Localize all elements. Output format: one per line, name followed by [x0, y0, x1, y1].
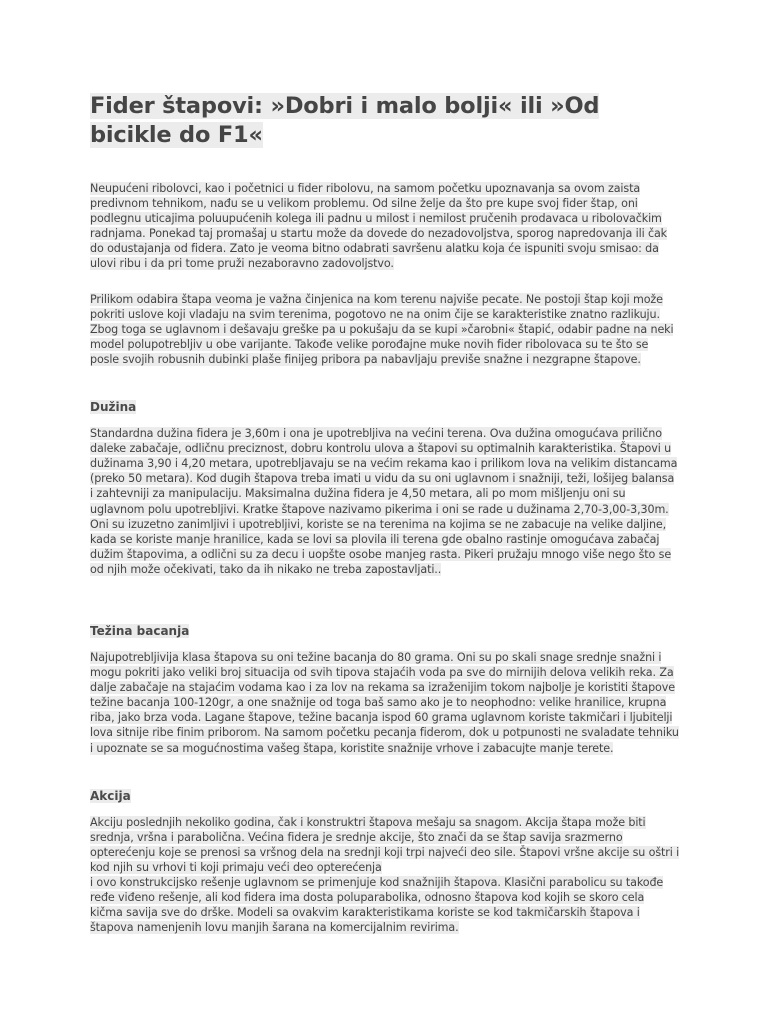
- section-duzina-paragraph: [90, 426, 680, 577]
- section-akcija-paragraph-2: [90, 875, 680, 935]
- section-heading-tezina-bacanja: [90, 623, 680, 639]
- document-page: [90, 92, 680, 935]
- section-akcija-paragraph-1: [90, 815, 680, 875]
- section-heading-duzina-text: Dužina: [90, 400, 137, 415]
- intro-paragraph-2: [90, 292, 680, 367]
- intro-paragraph-1: [90, 181, 680, 272]
- section-heading-akcija: [90, 788, 680, 804]
- document-title-text: Fider štapovi: »Dobri i malo bolji« ili »Od bicikle do F1«: [90, 93, 600, 148]
- section-akcija-paragraph-2-text: i ovo konstrukcijsko rešenje uglavnom se primenjuje kod snažnijih štapova. Klasični parabolicu su takođe ređe viđeno rešenje, ali kod fidera ima dosta poluparabolika, odnosno štapova kod kojih se skoro cela kičma savija sve do drške. Modeli sa ovakvim karakteristikama koriste se kod takmičarskih štapova i štapova namenjenih lovu manjih šarana na komercijalnim revirima.: [90, 876, 664, 935]
- section-heading-tezina-bacanja-text: Težina bacanja: [90, 623, 190, 638]
- section-akcija-paragraph-1-text: Akciju poslednjih nekoliko godina, čak i konstruktri štapova mešaju sa snagom. Akcija štapa može biti srednja, vršna i parabolična. Većina fidera je srednje akcije, što znači da se štap savija srazmerno opterećenju koje se prenosi sa vršnog dela na srednji koji trpi najveći deo sile. Štapovi vršne akcije su oštri i kod njih su vrhovi ti koji primaju veći deo opterećenja: [90, 815, 680, 874]
- document-title: [90, 92, 680, 150]
- section-tezina-bacanja-paragraph-text: Najupotrebljivija klasa štapova su oni težine bacanja do 80 grama. Oni su po skali snage srednje snažni i mogu pokriti jako veliki broj situacija od svih tipova stajaćih voda pa sve do mirnijih delova velikih reka. Za dalje zabačaje na stajaćim vodama kao i za lov na rekama sa izraženijim tokom najbolje je koristiti štapove težine bacanja 100-120gr, a one snažnije od toga baš samo ako je to neophodno: velike hranilice, krupna riba, jako brza voda. Lagane štapove, težine bacanja ispod 60 grama uglavnom koriste takmičari i ljubitelji lova sitnije ribe finim priborom. Na samom početku pecanja fiderom, dok u potpunosti ne svaladate tehniku i upoznate se sa mogućnostima vašeg štapa, koristite snažnije vrhove i zabacujte manje terete.: [90, 650, 679, 755]
- section-duzina-paragraph-text: Standardna dužina fidera je 3,60m i ona je upotrebljiva na većini terena. Ova dužina omogućava prilično daleke zabačaje, odličnu preciznost, dobru kontrolu ulova a štapovi su optimalnih karakteristika. Štapovi u dužinama 3,90 i 4,20 metara, upotrebljavaju se na većim rekama kao i prilikom lova na velikim distancama (preko 50 metara). Kod dugih štapova treba imati u vidu da su oni uglavnom i snažniji, teži, lošijeg balansa i zahtevniji za manipulaciju. Maksimalna dužina fidera je 4,50 metara, ali po mom mišljenju oni su uglavnom polu upotrebljivi. Kratke štapove nazivamo pikerima i oni se rade u dužinama 2,70-3,00-3,30m. Oni su izuzetno zanimljivi i upotrebljivi, koriste se na terenima na kojima se ne zabacuje na velike daljine, kada se koriste manje hranilice, kada se lovi sa plovila ili terena gde obalno rastinje omogućava zabačaj dužim štapovima, a odlični su za decu i uopšte osobe manjeg rasta. Pikeri pružaju mnogo više nego što se od njih može očekivati, tako da ih nikako ne treba zapostavljati..: [90, 427, 678, 576]
- section-tezina-bacanja-paragraph: [90, 650, 680, 756]
- section-heading-duzina: [90, 399, 680, 415]
- intro-paragraph-2-text: Prilikom odabira štapa veoma je važna činjenica na kom terenu najviše pecate. Ne postoji štap koji može pokriti uslove koji vladaju na svim terenima, pogotovo ne na onim čije se karakteristike znatno razlikuju. Zbog toga se uglavnom i dešavaju greške pa u pokušaju da se kupi »čarobni« štapić, odabir padne na neki model polupotrebljiv u obe varijante. Takođe velike porođajne muke novih fider ribolovaca su te što se posle svojih robusnih dubinki plaše finijeg pribora pa nabavljaju previše snažne i nezgrapne štapove.: [90, 292, 674, 366]
- section-heading-akcija-text: Akcija: [90, 788, 131, 803]
- intro-paragraph-1-text: Neupućeni ribolovci, kao i početnici u fider ribolovu, na samom početku upoznavanja sa ovom zaista predivnom tehnikom, nađu se u velikom problemu. Od silne želje da što pre kupe svoj fider štap, oni podlegnu uticajima poluupućenih kolega ili padnu u milost i nemilost pručenih prodavaca u ribolovačkim radnjama. Ponekad taj promašaj u startu može da dovede do nezadovoljstva, sporog napredovanja ili čak do odustajanja od fidera. Zato je veoma bitno odabrati savršenu alatku koja će ispuniti svoju smisao: da ulovi ribu i da pri tome pruži nezaboravno zadovoljstvo.: [90, 182, 668, 271]
